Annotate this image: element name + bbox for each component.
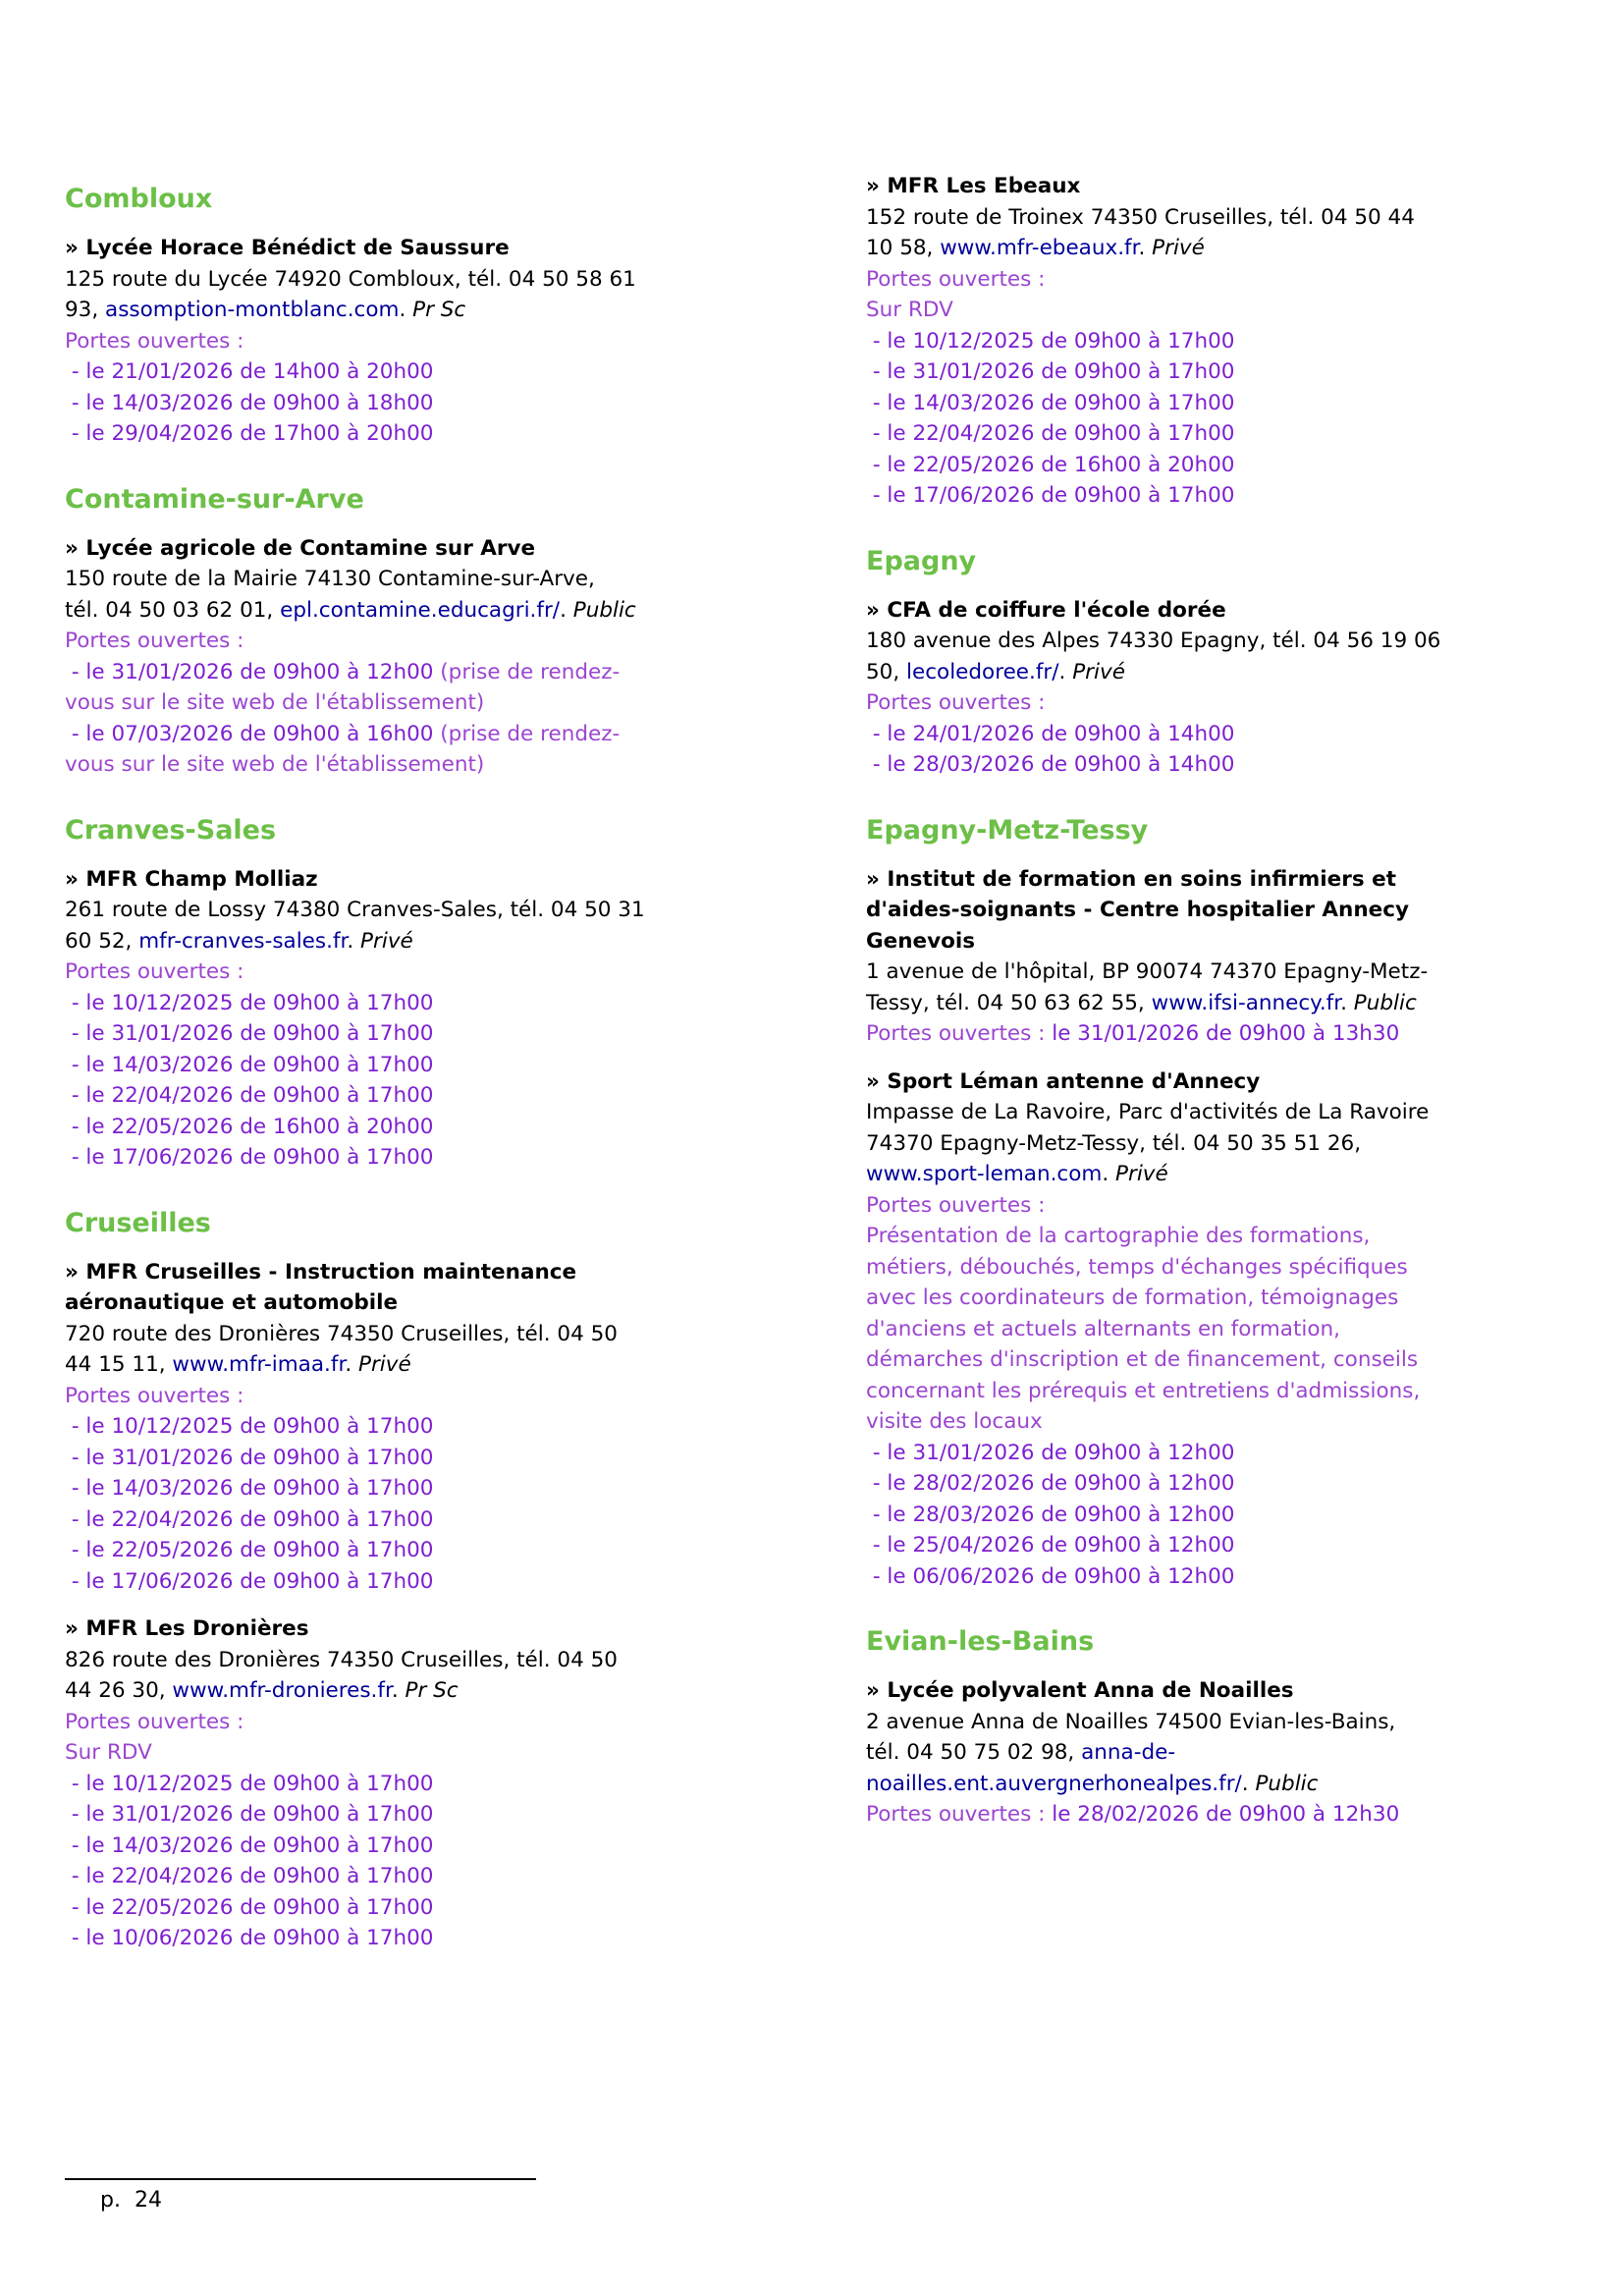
open-house-date: - le 22/04/2026 de 09h00 à 17h00 xyxy=(65,1864,434,1888)
portes-ouvertes-note: (prise de rendez- xyxy=(440,721,621,746)
school-status: Public xyxy=(1255,1771,1319,1796)
directory-entry xyxy=(65,233,636,450)
entry-title: » MFR Les Dronières xyxy=(65,1616,309,1641)
portes-ouvertes-line xyxy=(65,657,621,688)
website-link[interactable]: www.mfr-dronieres.fr xyxy=(172,1678,392,1703)
address-line xyxy=(866,988,1514,1019)
open-house-date: - le 31/01/2026 de 09h00 à 17h00 xyxy=(65,1802,434,1827)
city-heading: Combloux xyxy=(65,184,213,214)
open-house-date: - le 14/03/2026 de 09h00 à 17h00 xyxy=(65,1052,434,1077)
open-house-date: - le 22/05/2026 de 09h00 à 17h00 xyxy=(65,1538,434,1562)
portes-ouvertes-line xyxy=(65,1381,556,1412)
open-house-date: - le 14/03/2026 de 09h00 à 18h00 xyxy=(65,390,434,415)
portes-ouvertes-line xyxy=(65,749,556,781)
address-line xyxy=(65,564,595,595)
address-line xyxy=(65,926,556,957)
portes-ouvertes-line xyxy=(866,1221,1514,1252)
portes-ouvertes-label: Portes ouvertes : xyxy=(866,1021,1053,1046)
portes-ouvertes-label: Portes ouvertes : xyxy=(866,1802,1053,1827)
open-house-date: - le 17/06/2026 de 09h00 à 17h00 xyxy=(866,483,1235,508)
open-house-date: - le 10/12/2025 de 09h00 à 17h00 xyxy=(65,1771,434,1796)
address-text: . xyxy=(560,597,573,623)
portes-ouvertes-note: vous sur le site web de l'établissement) xyxy=(65,690,485,715)
portes-ouvertes-note: d'anciens et actuels alternants en formation, xyxy=(866,1316,1340,1341)
open-house-date: - le 22/04/2026 de 09h00 à 17h00 xyxy=(65,1083,434,1108)
address-text: 44 26 30, xyxy=(65,1678,173,1703)
address-line xyxy=(866,233,1514,264)
open-house-date: - le 10/12/2025 de 09h00 à 17h00 xyxy=(65,990,434,1015)
portes-ouvertes-line xyxy=(866,1344,1514,1376)
portes-ouvertes-line xyxy=(65,1892,556,1924)
school-status: Privé xyxy=(1072,659,1125,684)
school-status: Privé xyxy=(1152,236,1205,260)
address-text: 152 route de Troinex 74350 Cruseilles, tél. 04 50 44 xyxy=(866,204,1415,230)
school-status: Public xyxy=(572,597,636,623)
portes-ouvertes-line xyxy=(65,326,556,357)
portes-ouvertes-label: Portes ouvertes : xyxy=(65,629,244,653)
portes-ouvertes-line xyxy=(866,1252,1514,1284)
city-heading: Cruseilles xyxy=(65,1207,211,1238)
portes-ouvertes-line xyxy=(65,356,556,388)
website-link[interactable]: mfr-cranves-sales.fr xyxy=(138,928,348,954)
portes-ouvertes-line xyxy=(65,1050,556,1081)
school-status: Privé xyxy=(357,1352,411,1377)
entry-title: » Lycée Horace Bénédict de Saussure xyxy=(65,236,510,260)
entry-title: » Lycée polyvalent Anna de Noailles xyxy=(866,1678,1294,1703)
portes-ouvertes-note: métiers, débouchés, temps d'échanges spécifiques xyxy=(866,1254,1408,1280)
website-link[interactable]: anna-de- xyxy=(1081,1740,1176,1765)
directory-entry xyxy=(65,1613,618,1954)
website-link[interactable]: noailles.ent.auvergnerhonealpes.fr/ xyxy=(866,1771,1242,1796)
portes-ouvertes-line xyxy=(866,356,1514,388)
entry-title: » CFA de coiffure l'école dorée xyxy=(866,597,1226,623)
portes-ouvertes-line xyxy=(65,1473,556,1504)
portes-ouvertes-note: vous sur le site web de l'établissement) xyxy=(65,752,485,777)
address-line xyxy=(866,202,1514,234)
portes-ouvertes-line xyxy=(65,1737,556,1769)
portes-ouvertes-line xyxy=(866,295,1514,326)
city-heading: Contamine-sur-Arve xyxy=(65,483,364,515)
open-house-date: - le 10/12/2025 de 09h00 à 17h00 xyxy=(65,1414,434,1439)
website-link[interactable]: lecoledoree.fr/ xyxy=(906,659,1059,684)
portes-ouvertes-label: Portes ouvertes : xyxy=(65,1709,244,1734)
address-text: 60 52, xyxy=(65,928,139,954)
portes-ouvertes-line xyxy=(866,1376,1514,1407)
open-house-date: - le 22/05/2026 de 16h00 à 20h00 xyxy=(65,1114,434,1139)
portes-ouvertes-label: Portes ouvertes : xyxy=(65,1383,244,1408)
page-number: p. 24 xyxy=(100,2188,162,2213)
open-house-date: - le 28/02/2026 de 09h00 à 12h00 xyxy=(866,1471,1235,1496)
entry-title: d'aides-soignants - Centre hospitalier Annecy xyxy=(866,898,1409,922)
portes-ouvertes-line xyxy=(866,1468,1514,1500)
website-link[interactable]: www.mfr-ebeaux.fr xyxy=(940,236,1139,260)
portes-ouvertes-line xyxy=(65,1018,556,1050)
entry-title: » Institut de formation en soins infirmiers et xyxy=(866,866,1396,892)
portes-ouvertes-label: Portes ouvertes : xyxy=(866,690,1046,715)
portes-ouvertes-line xyxy=(866,749,1514,781)
directory-entry xyxy=(65,533,636,781)
address-text: . xyxy=(1138,236,1153,260)
portes-ouvertes-line xyxy=(866,1438,1514,1469)
open-house-date: - le 31/01/2026 de 09h00 à 17h00 xyxy=(866,359,1235,384)
page-footer xyxy=(65,2178,536,2215)
portes-ouvertes-line xyxy=(866,1283,1514,1314)
school-status: Pr Sc xyxy=(412,298,466,322)
portes-ouvertes-line xyxy=(65,1443,556,1474)
portes-ouvertes-line xyxy=(866,687,1514,719)
entry-title: » Lycée agricole de Contamine sur Arve xyxy=(65,535,536,561)
address-line xyxy=(65,295,556,326)
address-text: . xyxy=(1340,990,1354,1015)
portes-ouvertes-line xyxy=(65,1707,556,1738)
city-heading: Epagny xyxy=(866,545,977,576)
portes-ouvertes-line xyxy=(866,388,1514,419)
entry-title: aéronautique et automobile xyxy=(65,1290,399,1315)
open-house-date: - le 31/01/2026 de 09h00 à 17h00 xyxy=(65,1445,434,1470)
portes-ouvertes-line xyxy=(65,1923,556,1954)
portes-ouvertes-line xyxy=(65,418,556,450)
address-line xyxy=(65,1349,556,1381)
open-house-date: - le 17/06/2026 de 09h00 à 17h00 xyxy=(65,1568,434,1594)
address-text: 10 58, xyxy=(866,236,941,260)
address-text: 125 route du Lycée 74920 Combloux, tél. 04 50 58 61 xyxy=(65,266,636,292)
entry-title: » MFR Champ Molliaz xyxy=(65,866,318,892)
portes-ouvertes-line xyxy=(65,1799,556,1831)
portes-ouvertes-line xyxy=(65,1080,556,1112)
address-text: 1 avenue de l'hôpital, BP 90074 74370 Epagny-Metz- xyxy=(866,959,1429,984)
open-house-date: - le 28/03/2026 de 09h00 à 14h00 xyxy=(866,752,1235,777)
address-text: . xyxy=(399,298,413,322)
address-line xyxy=(866,1097,1514,1128)
portes-ouvertes-label: Portes ouvertes : xyxy=(866,266,1046,292)
portes-ouvertes-line xyxy=(866,1799,1514,1831)
portes-ouvertes-note: visite des locaux xyxy=(866,1409,1043,1434)
portes-ouvertes-line xyxy=(65,1142,556,1174)
portes-ouvertes-line xyxy=(65,1411,556,1443)
address-text: Tessy, tél. 04 50 63 62 55, xyxy=(866,990,1152,1015)
open-house-date: - le 22/04/2026 de 09h00 à 17h00 xyxy=(65,1506,434,1532)
portes-ouvertes-line xyxy=(866,264,1514,296)
portes-ouvertes-note: Présentation de la cartographie des formations, xyxy=(866,1224,1371,1248)
portes-ouvertes-line xyxy=(866,1190,1514,1222)
address-line xyxy=(866,1707,1514,1738)
entry-title: » Sport Léman antenne d'Annecy xyxy=(866,1068,1261,1094)
portes-ouvertes-line xyxy=(65,1769,556,1800)
open-house-date: - le 17/06/2026 de 09h00 à 17h00 xyxy=(65,1145,434,1170)
address-line xyxy=(866,657,1514,688)
directory-entry xyxy=(65,864,645,1174)
address-text: 180 avenue des Alpes 74330 Epagny, tél. 04 56 19 06 xyxy=(866,629,1441,653)
address-text: . xyxy=(1241,1771,1256,1796)
directory-entry xyxy=(65,1257,618,1598)
address-line xyxy=(65,1675,556,1707)
address-text: 720 route des Dronières 74350 Cruseilles, tél. 04 50 xyxy=(65,1321,618,1346)
address-text: . xyxy=(345,1352,358,1377)
website-link[interactable]: www.ifsi-annecy.fr xyxy=(1151,990,1341,1015)
column-left xyxy=(65,167,645,1964)
portes-ouvertes-line xyxy=(65,626,556,657)
portes-ouvertes-note: concernant les prérequis et entretiens d'admissions, xyxy=(866,1378,1421,1403)
portes-ouvertes-line xyxy=(866,1314,1514,1345)
address-line xyxy=(866,626,1514,657)
address-text: . xyxy=(347,928,361,954)
portes-ouvertes-line xyxy=(65,1566,556,1598)
school-status: Public xyxy=(1353,990,1417,1015)
portes-ouvertes-line xyxy=(866,1018,1514,1050)
address-text: 50, xyxy=(866,659,907,684)
address-line xyxy=(65,264,636,296)
website-link[interactable]: www.mfr-imaa.fr xyxy=(172,1352,346,1377)
directory-entry xyxy=(866,1066,1514,1593)
address-text: 150 route de la Mairie 74130 Contamine-sur-Arve, xyxy=(65,567,595,591)
portes-ouvertes-line xyxy=(65,1861,556,1892)
open-house-date: - le 31/01/2026 de 09h00 à 12h00 xyxy=(65,659,441,684)
address-text: . xyxy=(391,1678,406,1703)
portes-ouvertes-label: Portes ouvertes : xyxy=(866,1192,1046,1218)
directory-entry xyxy=(866,171,1514,512)
portes-ouvertes-line xyxy=(866,450,1514,481)
school-status: Privé xyxy=(1115,1162,1168,1186)
portes-ouvertes-line xyxy=(866,326,1514,357)
portes-ouvertes-line xyxy=(65,687,556,719)
portes-ouvertes-line xyxy=(65,988,556,1019)
directory-entry xyxy=(866,595,1514,781)
portes-ouvertes-label: Portes ouvertes : xyxy=(65,959,244,984)
address-line xyxy=(65,895,645,926)
address-line xyxy=(866,1737,1514,1769)
portes-ouvertes-note: Sur RDV xyxy=(866,298,953,322)
portes-ouvertes-line xyxy=(65,719,621,750)
portes-ouvertes-line xyxy=(866,1561,1514,1593)
portes-ouvertes-line xyxy=(866,1406,1514,1438)
entry-title: » MFR Les Ebeaux xyxy=(866,174,1081,198)
directory-entry xyxy=(866,1675,1514,1831)
address-line xyxy=(65,595,636,627)
portes-ouvertes-line xyxy=(65,1535,556,1566)
address-text: 2 avenue Anna de Noailles 74500 Evian-les-Bains, xyxy=(866,1709,1396,1734)
website-link[interactable]: www.sport-leman.com xyxy=(866,1162,1103,1186)
address-text: 74370 Epagny-Metz-Tessy, tél. 04 50 35 51 26, xyxy=(866,1130,1362,1156)
address-text: . xyxy=(1058,659,1073,684)
entry-title: » MFR Cruseilles - Instruction maintenance xyxy=(65,1259,577,1285)
open-house-date: - le 06/06/2026 de 09h00 à 12h00 xyxy=(866,1563,1235,1589)
open-house-date: - le 10/12/2025 de 09h00 à 17h00 xyxy=(866,328,1235,354)
address-text: tél. 04 50 03 62 01, xyxy=(65,597,281,623)
portes-ouvertes-line xyxy=(65,1831,556,1862)
address-line xyxy=(65,1645,618,1676)
open-house-date: - le 29/04/2026 de 17h00 à 20h00 xyxy=(65,421,434,446)
open-house-date: - le 31/01/2026 de 09h00 à 12h00 xyxy=(866,1440,1235,1465)
column-right xyxy=(866,167,1514,1840)
address-text: 826 route des Dronières 74350 Cruseilles, tél. 04 50 xyxy=(65,1647,618,1672)
portes-ouvertes-line xyxy=(65,957,556,988)
address-text: 93, xyxy=(65,298,106,322)
portes-ouvertes-line xyxy=(65,388,556,419)
address-line xyxy=(866,1159,1514,1190)
address-text: . xyxy=(1102,1162,1116,1186)
address-text: Impasse de La Ravoire, Parc d'activités de La Ravoire xyxy=(866,1100,1430,1124)
open-house-date: - le 28/03/2026 de 09h00 à 12h00 xyxy=(866,1502,1235,1527)
website-link[interactable]: epl.contamine.educagri.fr/ xyxy=(280,597,561,623)
portes-ouvertes-line xyxy=(65,1112,556,1143)
open-house-date: - le 22/04/2026 de 09h00 à 17h00 xyxy=(866,421,1235,446)
address-text: tél. 04 50 75 02 98, xyxy=(866,1740,1082,1765)
open-house-date: - le 14/03/2026 de 09h00 à 17h00 xyxy=(866,390,1235,415)
website-link[interactable]: assomption-montblanc.com xyxy=(105,298,400,322)
open-house-date: - le 14/03/2026 de 09h00 à 17h00 xyxy=(65,1832,434,1858)
portes-ouvertes-line xyxy=(866,719,1514,750)
portes-ouvertes-note: Sur RDV xyxy=(65,1740,152,1765)
portes-ouvertes-line xyxy=(866,1530,1514,1561)
open-house-date: le 31/01/2026 de 09h00 à 13h30 xyxy=(1052,1021,1400,1046)
city-heading: Epagny-Metz-Tessy xyxy=(866,814,1149,846)
city-heading: Evian-les-Bains xyxy=(866,1626,1095,1657)
address-line xyxy=(866,1128,1514,1160)
portes-ouvertes-note: (prise de rendez- xyxy=(440,659,621,684)
open-house-date: - le 10/06/2026 de 09h00 à 17h00 xyxy=(65,1926,434,1950)
address-text: 44 15 11, xyxy=(65,1352,173,1377)
entry-title: Genevois xyxy=(866,928,976,954)
open-house-date: - le 22/05/2026 de 09h00 à 17h00 xyxy=(65,1894,434,1920)
address-line xyxy=(65,1319,618,1350)
address-line xyxy=(866,957,1514,988)
portes-ouvertes-label: Portes ouvertes : xyxy=(65,328,244,354)
open-house-date: - le 07/03/2026 de 09h00 à 16h00 xyxy=(65,721,441,746)
open-house-date: le 28/02/2026 de 09h00 à 12h30 xyxy=(1052,1802,1400,1827)
address-text: 261 route de Lossy 74380 Cranves-Sales, tél. 04 50 31 xyxy=(65,898,645,922)
open-house-date: - le 31/01/2026 de 09h00 à 17h00 xyxy=(65,1021,434,1046)
city-heading: Cranves-Sales xyxy=(65,814,277,846)
portes-ouvertes-note: avec les coordinateurs de formation, témoignages xyxy=(866,1285,1399,1310)
portes-ouvertes-line xyxy=(866,418,1514,450)
open-house-date: - le 25/04/2026 de 09h00 à 12h00 xyxy=(866,1533,1235,1558)
directory-entry xyxy=(866,864,1514,1050)
open-house-date: - le 24/01/2026 de 09h00 à 14h00 xyxy=(866,721,1235,746)
school-status: Privé xyxy=(360,928,413,954)
portes-ouvertes-line xyxy=(866,1500,1514,1531)
open-house-date: - le 22/05/2026 de 16h00 à 20h00 xyxy=(866,452,1235,477)
portes-ouvertes-line xyxy=(65,1504,556,1536)
portes-ouvertes-line xyxy=(866,480,1514,512)
school-status: Pr Sc xyxy=(405,1678,459,1703)
address-line xyxy=(866,1769,1514,1800)
open-house-date: - le 14/03/2026 de 09h00 à 17h00 xyxy=(65,1476,434,1501)
portes-ouvertes-note: démarches d'inscription et de financement, conseils xyxy=(866,1347,1419,1372)
open-house-date: - le 21/01/2026 de 14h00 à 20h00 xyxy=(65,359,434,384)
